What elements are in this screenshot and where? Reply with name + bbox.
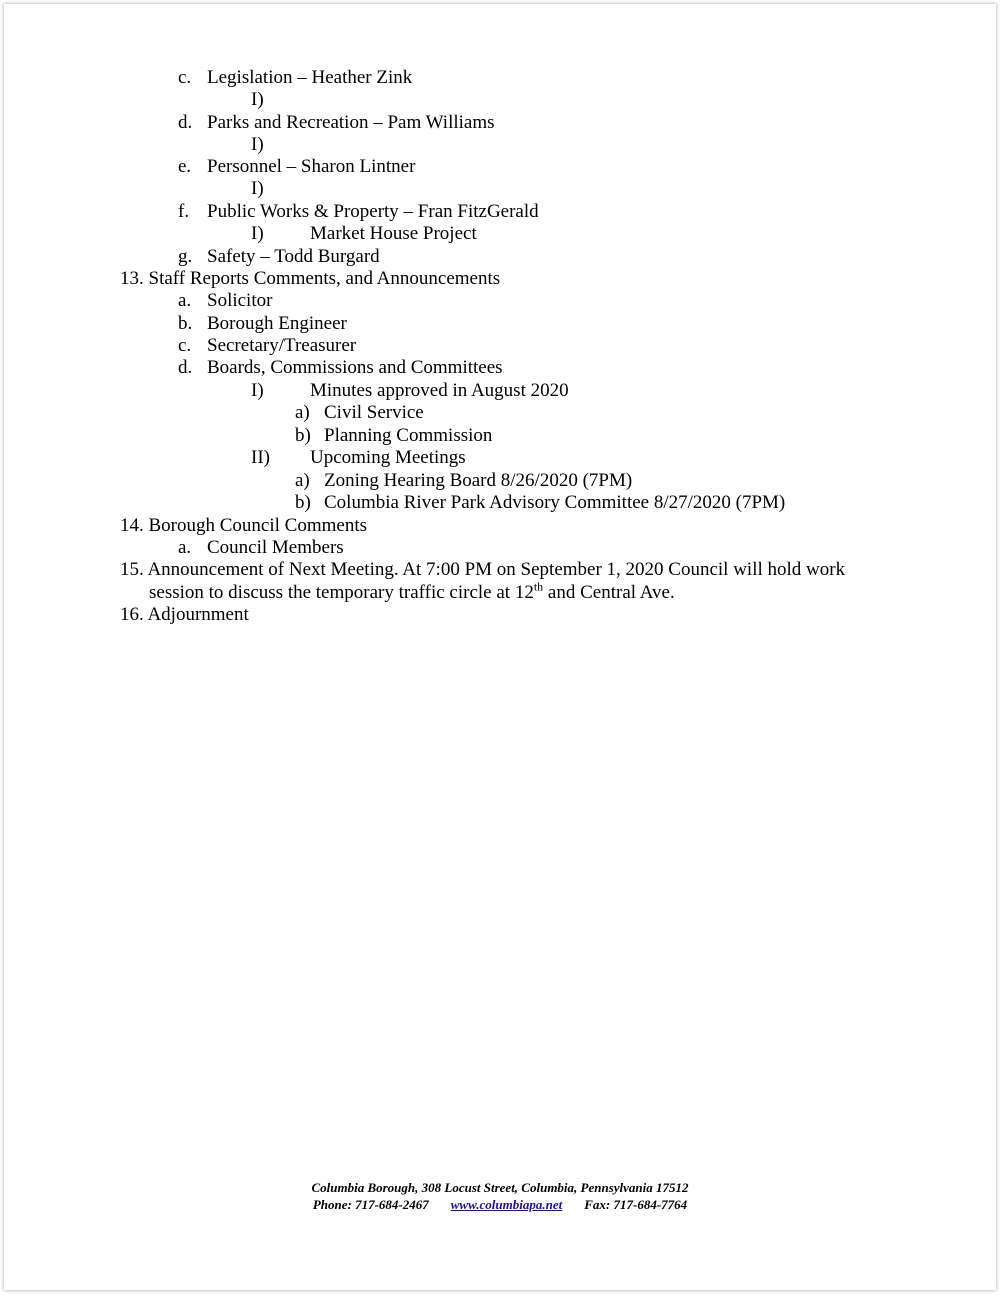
agenda-item-15-line2 bbox=[149, 579, 675, 604]
item-marker: g. bbox=[178, 246, 193, 267]
sub-item-marker: I) bbox=[251, 178, 264, 199]
footer-website-link[interactable]: www.columbiapa.net bbox=[450, 1197, 563, 1212]
item-text: Council Members bbox=[207, 537, 344, 558]
sub-item-text: Market House Project bbox=[310, 223, 477, 244]
sub-sub-item-marker: a) bbox=[295, 402, 310, 423]
item-text: Secretary/Treasurer bbox=[207, 335, 357, 356]
sub-item-marker: I) bbox=[251, 134, 264, 155]
item-marker: f. bbox=[178, 201, 190, 222]
sub-sub-item-text: Zoning Hearing Board 8/26/2020 (7PM) bbox=[324, 470, 633, 491]
footer-fax: Fax: 717-684-7764 bbox=[584, 1197, 688, 1212]
item-text: Parks and Recreation – Pam Williams bbox=[207, 112, 495, 133]
agenda-item-13: 13. Staff Reports Comments, and Announcements bbox=[120, 268, 501, 289]
sub-item-marker: I) bbox=[251, 89, 264, 110]
document-page bbox=[4, 4, 996, 1290]
item-marker: d. bbox=[178, 357, 193, 378]
sub-sub-item-marker: b) bbox=[295, 492, 311, 513]
sub-item-marker: I) bbox=[251, 380, 264, 401]
item-text: Borough Engineer bbox=[207, 313, 347, 334]
sub-sub-item-text: Planning Commission bbox=[324, 425, 493, 446]
agenda-item-14: 14. Borough Council Comments bbox=[120, 515, 367, 536]
footer-address: Columbia Borough, 308 Locust Street, Columbia, Pennsylvania 17512 bbox=[311, 1180, 689, 1195]
item-text: Safety – Todd Burgard bbox=[207, 246, 380, 267]
item-text: Boards, Commissions and Committees bbox=[207, 357, 503, 378]
item-text: Personnel – Sharon Lintner bbox=[207, 156, 416, 177]
sub-sub-item-marker: b) bbox=[295, 425, 311, 446]
ordinal-suffix: th bbox=[533, 579, 544, 594]
item-text: Legislation – Heather Zink bbox=[207, 67, 413, 88]
sub-item-marker: I) bbox=[251, 223, 264, 244]
sub-item-text: Upcoming Meetings bbox=[310, 447, 466, 468]
agenda-item-16: 16. Adjournment bbox=[120, 604, 249, 625]
item-marker: c. bbox=[178, 67, 192, 88]
agenda-item-15-line1: 15. Announcement of Next Meeting. At 7:00 PM on September 1, 2020 Council will hold work bbox=[120, 559, 846, 580]
footer-phone: Phone: 717-684-2467 bbox=[312, 1197, 429, 1212]
item-marker: d. bbox=[178, 112, 193, 133]
sub-item-text: Minutes approved in August 2020 bbox=[310, 380, 569, 401]
item-marker: c. bbox=[178, 335, 192, 356]
item-marker: a. bbox=[178, 537, 192, 558]
item-text: Solicitor bbox=[207, 290, 273, 311]
line2-text: session to discuss the temporary traffic circle at 12 bbox=[149, 582, 534, 603]
sub-sub-item-text: Civil Service bbox=[324, 402, 424, 423]
sub-sub-item-text: Columbia River Park Advisory Committee 8/27/2020 (7PM) bbox=[324, 492, 786, 513]
footer-contact bbox=[4, 1196, 996, 1213]
item-marker: e. bbox=[178, 156, 192, 177]
item-marker: a. bbox=[178, 290, 192, 311]
item-text: Public Works & Property – Fran FitzGerald bbox=[207, 201, 539, 222]
item-marker: b. bbox=[178, 313, 193, 334]
line2-text-end: and Central Ave. bbox=[543, 582, 675, 603]
sub-sub-item-marker: a) bbox=[295, 470, 310, 491]
sub-item-marker: II) bbox=[251, 447, 270, 468]
